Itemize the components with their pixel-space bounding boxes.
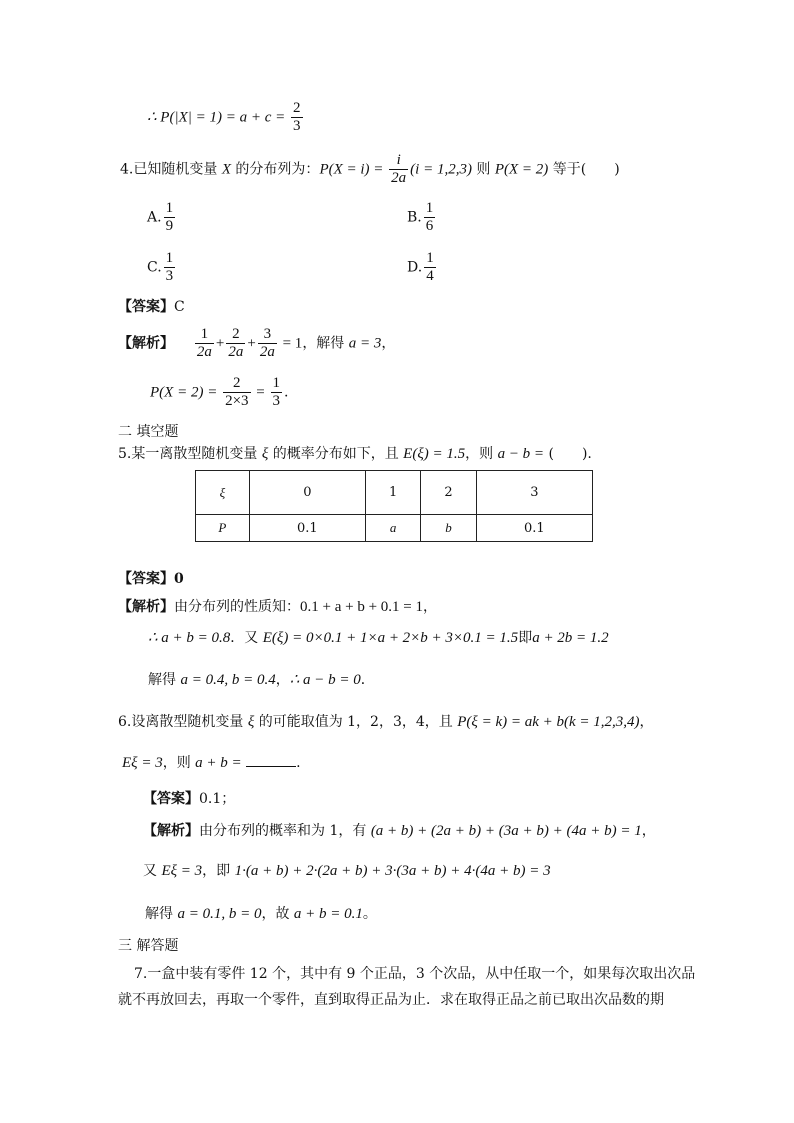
q6-stem-line2: Eξ = 3，则 a + b = . [122, 755, 301, 771]
q4-analysis-line1: 【解析】 $\frac{1}{2a}$ + $\frac{2}{2a}$ + $\frac{3}{2a}$ = 1，解得 a = 3， [118, 326, 396, 360]
table-cell: 0 [249, 471, 365, 515]
prev-solution-line [147, 100, 305, 135]
prev-solution-formula: ∴ P(|X| = 1) = a + c = [147, 109, 290, 126]
q4-option-b: B. $\frac{1}{6}$ [407, 200, 434, 234]
answer-tag: 【答案】 [118, 299, 174, 315]
q5-answer [118, 570, 184, 588]
q5-analysis-line3: 解得 a = 0.4, b = 0.4，∴ a − b = 0． [148, 672, 375, 688]
table-cell: ξ [196, 471, 250, 515]
answer-value: C [174, 299, 185, 315]
q4-option-a: A. $\frac{1}{9}$ [147, 200, 174, 234]
prev-solution-fraction: $\frac{2}{3}$ [293, 100, 301, 134]
section-heading-fill-blank: 二 填空题 [118, 424, 179, 440]
analysis-tag: 【解析】 [118, 599, 174, 615]
answer-value: 0 [174, 571, 184, 587]
table-row [196, 471, 593, 515]
q6-stem-line1: 6.设离散型随机变量 ξ 的可能取值为 1，2，3，4，且 P(ξ = k) = ak + b(k = 1,2,3,4)， [118, 714, 654, 730]
table-cell: 0.1 [249, 515, 365, 542]
table-cell: b [421, 515, 476, 542]
section-heading-solve: 三 解答题 [118, 938, 179, 954]
q4-stem: 4.已知随机变量 X 的分布列为：P(X = i) = $\frac{i}{2a}$ (i = 1,2,3) 则 P(X = 2) 等于( ) [120, 152, 620, 186]
table-cell: P [196, 515, 250, 542]
q7-stem-line2: 就不再放回去，再取一个零件，直到取得正品为止．求在取得正品之前已取出次品数的期 [118, 992, 664, 1008]
q6-analysis-line1: 【解析】由分布列的概率和为 1，有 (a + b) + (2a + b) + (3a + b) + (4a + b) = 1， [143, 823, 656, 839]
answer-value: 0.1； [199, 791, 236, 807]
answer-tag: 【答案】 [118, 571, 174, 587]
q5-stem: 5.某一离散型随机变量 ξ 的概率分布如下，且 E(ξ) = 1.5，则 a − b = ( ). [118, 446, 592, 462]
q4-answer [118, 298, 185, 316]
distribution-table [195, 470, 593, 542]
q4-option-c: C. $\frac{1}{3}$ [147, 250, 174, 284]
answer-tag: 【答案】 [143, 791, 199, 807]
q4-analysis-line2: P(X = 2) = $\frac{2}{2\times 3}$ = $\frac{1}{3}$ . [150, 375, 289, 409]
q6-analysis-line3: 解得 a = 0.1, b = 0，故 a + b = 0.1。 [145, 906, 377, 922]
table-row [196, 515, 593, 542]
q4-stem-fraction: $\frac{i}{2a}$ [391, 152, 407, 186]
q6-answer [143, 790, 235, 808]
q4-option-d: D. $\frac{1}{4}$ [407, 250, 434, 284]
table-cell: 1 [366, 471, 421, 515]
table-cell: 0.1 [476, 515, 592, 542]
q6-analysis-line2: 又 Eξ = 3，即 1·(a + b) + 2·(2a + b) + 3·(3a + b) + 4·(4a + b) = 3 [143, 863, 551, 879]
q7-stem-line1: 7.一盒中装有零件 12 个，其中有 9 个正品，3 个次品，从中任取一个，如果每次取出次品 [134, 966, 696, 982]
q5-analysis-line2: ∴ a + b = 0.8．又 E(ξ) = 0×0.1 + 1×a + 2×b + 3×0.1 = 1.5即a + 2b = 1.2 [148, 630, 609, 646]
table-cell: 3 [476, 471, 592, 515]
analysis-tag: 【解析】 [118, 335, 174, 352]
table-cell: a [366, 515, 421, 542]
answer-blank [246, 754, 296, 767]
analysis-tag: 【解析】 [143, 823, 199, 839]
table-cell: 2 [421, 471, 476, 515]
q5-analysis-line1: 【解析】由分布列的性质知：0.1 + a + b + 0.1 = 1， [118, 599, 437, 615]
